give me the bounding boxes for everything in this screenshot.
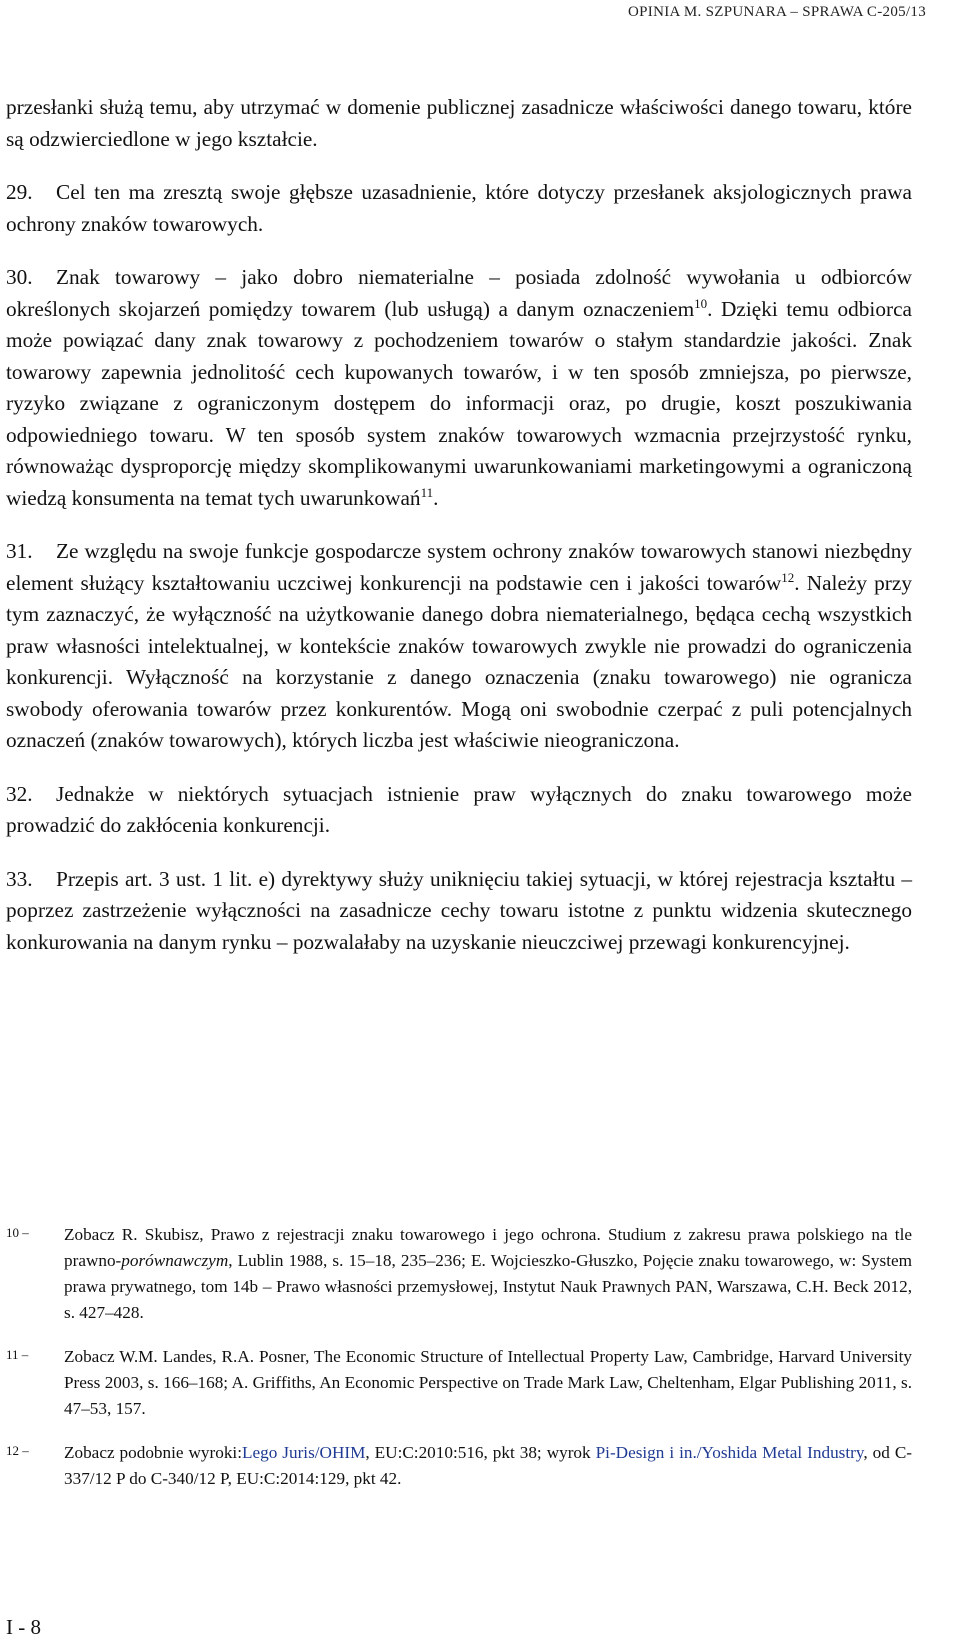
footnote-mark: 11 – xyxy=(6,1347,29,1362)
paragraph-32 xyxy=(6,779,912,842)
paragraph-30 xyxy=(6,262,912,514)
footnote-ref-10[interactable]: 10 xyxy=(694,295,708,311)
footnote-11 xyxy=(6,1344,912,1422)
footnote-italic: porównawczym xyxy=(121,1251,229,1270)
paragraph-text: . xyxy=(433,485,439,510)
footnote-ref-12[interactable]: 12 xyxy=(781,569,795,585)
page-number: I - 8 xyxy=(6,1615,41,1639)
continuation-paragraph: przesłanki służą temu, aby utrzymać w domenie publicznej zasadnicze właściwości danego towaru, które są odzwierciedlone w jego kształcie. xyxy=(6,95,912,151)
main-text xyxy=(6,92,912,980)
footnote-ref-11[interactable]: 11 xyxy=(420,484,434,500)
footnote-mark: 10 – xyxy=(6,1225,29,1240)
case-link-pi-design[interactable]: Pi-Design i in./Yoshida Metal Industry xyxy=(595,1443,864,1462)
paragraph-number: 29. xyxy=(6,180,33,204)
footnote-text-part: Zobacz podobnie wyroki: xyxy=(64,1443,242,1462)
paragraph-text: . Dzięki temu odbiorca może powiązać dany znak towarowy z pochodzeniem towarów o stałym standardzie jakości. Znak towarowy zapewnia jednolitość cech kupowanych towarów, i w ten sposób zmniejsza, po pierwsze, ryzyko związane z ograniczonym dostępem do informacji oraz, po drugie, koszt poszukiwania odpowiedniego towaru. W ten sposób system znaków towarowych wzmacnia przejrzystość rynku, równoważąc dysproporcję między skomplikowanymi uwarunkowaniami marketingowymi a ograniczoną wiedzą konsumenta na temat tych uwarunkowań xyxy=(6,296,912,510)
footnote-text-part: , Lublin 1988, s. 15–18, 235–236; E. Wojcieszko-Głuszko, Pojęcie znaku towarowego, w: System prawa prywatnego, tom 14b – Prawo własności przemysłowej, Instytut Nauk Prawnych PAN, Warszawa, C.H. Beck 2012, s. 427–428. xyxy=(64,1251,912,1322)
footnote-text xyxy=(64,1440,912,1492)
paragraph-text: Przepis art. 3 ust. 1 lit. e) dyrektywy służy uniknięciu takiej sytuacji, w której rejestracja kształtu – poprzez zastrzeżenie wyłączności na zasadnicze cechy towaru istotne z punktu widzenia skutecznego konkurowania na danym rynku – pozwalałaby na uzyskanie nieuczciwej przewagi konkurencyjnej. xyxy=(6,866,912,954)
paragraph-text: . Należy przy tym zaznaczyć, że wyłączność na użytkowanie danego dobra niematerialnego, będąca cechą wszystkich praw własności intelektualnej, w kontekście znaków towarowych zwykle nie prowadzi do ograniczenia konkurencji. Wyłączność na korzystanie z danego oznaczenia (znaku towarowego) nie ogranicza swobody oferowania towarów przez konkurentów. Mogą oni swobodnie czerpać z puli potencjalnych oznaczeń (znaków towarowych), których liczba jest właściwie nieograniczona. xyxy=(6,570,912,752)
footnote-text-part: , EU:C:2010:516, pkt 38; wyrok xyxy=(365,1443,596,1462)
paragraph-text: Ze względu na swoje funkcje gospodarcze system ochrony znaków towarowych stanowi niezbędny element służący kształtowaniu uczciwej konkurencji na podstawie cen i jakości towarów xyxy=(6,539,912,595)
running-header: OPINIA M. SZPUNARA – SPRAWA C-205/13 xyxy=(628,4,926,20)
footnote-text xyxy=(64,1222,912,1326)
paragraph-33 xyxy=(6,864,912,959)
paragraph-29 xyxy=(6,177,912,240)
footnote-text-part: Zobacz R. Skubisz, Prawo z rejestracji znaku towarowego i jego ochrona. Studium z zakresu prawa polskiego na tle prawno- xyxy=(64,1225,912,1270)
paragraph-number: 31. xyxy=(6,539,33,563)
paragraph-31 xyxy=(6,536,912,757)
footnote-text-part: , od C-337/12 P do C-340/12 P, EU:C:2014:129, pkt 42. xyxy=(64,1443,913,1488)
footnote-text: Zobacz W.M. Landes, R.A. Posner, The Economic Structure of Intellectual Property Law, Cambridge, Harvard University Press 2003, s. 166–168; A. Griffiths, An Economic Perspective on Trade Mark Law, Cheltenham, Elgar Publishing 2011, s. 47–53, 157. xyxy=(64,1347,912,1418)
paragraph-number: 30. xyxy=(6,265,33,289)
footnote-mark: 12 – xyxy=(6,1443,29,1458)
case-link-lego-juris[interactable]: Lego Juris/OHIM xyxy=(241,1443,366,1462)
paragraph-number: 33. xyxy=(6,866,33,891)
paragraph-number: 32. xyxy=(6,781,33,806)
footnotes xyxy=(6,1222,912,1510)
paragraph-text: Znak towarowy – jako dobro niematerialne – posiada zdolność wywołania u odbiorców określonych skojarzeń pomiędzy towarem (lub usługą) a danym oznaczeniem xyxy=(6,265,912,321)
footnote-12 xyxy=(6,1440,912,1492)
paragraph-text: Cel ten ma zresztą swoje głębsze uzasadnienie, które dotyczy przesłanek aksjologicznych prawa ochrony znaków towarowych. xyxy=(6,180,912,236)
paragraph-text: Jednakże w niektórych sytuacjach istnienie praw wyłącznych do znaku towarowego może prowadzić do zakłócenia konkurencji. xyxy=(6,781,912,837)
footnote-10 xyxy=(6,1222,912,1326)
